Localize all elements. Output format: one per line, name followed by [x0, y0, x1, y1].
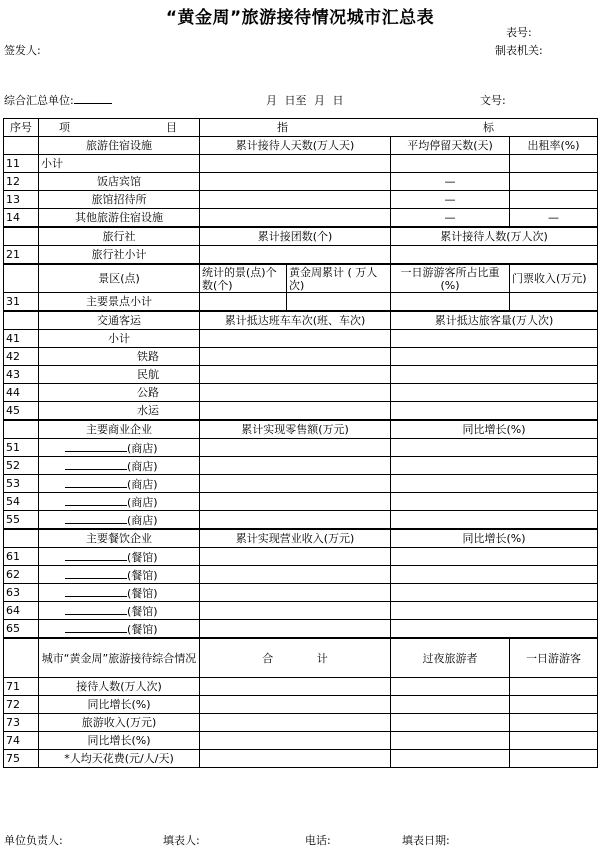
lodging-col3: 出租率(%) [510, 137, 598, 155]
phone-label: 电话: [305, 834, 331, 847]
lodging-title: 旅游住宿设施 [39, 137, 200, 155]
form-title: “黄金周”旅游接待情况城市汇总表 [165, 8, 435, 28]
cell-input[interactable] [391, 246, 598, 265]
table-row [4, 348, 598, 366]
cell-input[interactable] [391, 714, 510, 732]
cell-dash: — [391, 191, 510, 209]
fill-date-label: 填表日期: [402, 834, 450, 847]
cell-input[interactable] [200, 620, 391, 639]
table-row [4, 366, 598, 384]
cell-input[interactable] [200, 366, 391, 384]
cell-input[interactable] [391, 620, 598, 639]
transport-title: 交通客运 [39, 311, 200, 330]
cell-input[interactable] [391, 366, 598, 384]
restaurant-name-field[interactable] [39, 566, 200, 584]
store-name-field[interactable] [39, 457, 200, 475]
dining-col2: 同比增长(%) [391, 529, 598, 548]
row-no: 45 [4, 402, 39, 421]
cell-input[interactable] [391, 750, 510, 768]
restaurant-suffix: (餐馆) [127, 622, 158, 636]
cell-input[interactable] [391, 548, 598, 566]
cell-input[interactable] [200, 511, 391, 530]
table-header-row [4, 119, 598, 137]
restaurant-blank[interactable] [65, 604, 127, 615]
row-no: 62 [4, 566, 39, 584]
row-no: 21 [4, 246, 39, 265]
table-row [4, 493, 598, 511]
cell-input[interactable] [200, 584, 391, 602]
summary-col2: 过夜旅游者 [391, 638, 510, 678]
row-no: 61 [4, 548, 39, 566]
row-label: 同比增长(%) [39, 732, 200, 750]
row-label: 主要景点小计 [39, 293, 200, 312]
agency-col1: 累计接团数(个) [200, 227, 391, 246]
col-item-header [39, 119, 200, 137]
cell-input[interactable] [200, 457, 391, 475]
unit-field [4, 92, 112, 108]
commerce-col2: 同比增长(%) [391, 420, 598, 439]
lodging-header-row [4, 137, 598, 155]
table-row [4, 402, 598, 421]
agency-title: 旅行社 [39, 227, 200, 246]
cell-input[interactable] [391, 602, 598, 620]
summary-table [3, 118, 598, 768]
cell-input[interactable] [200, 439, 391, 457]
summary-col1: 合 计 [200, 638, 391, 678]
table-row [4, 173, 598, 191]
summary-col3: 一日游游客 [510, 638, 598, 678]
cell-input[interactable] [391, 330, 598, 348]
lodging-col1: 累计接待人天数(万人天) [200, 137, 391, 155]
cell-input[interactable] [200, 348, 391, 366]
scenic-col3: 一日游游客所占比重(%) [391, 264, 510, 293]
table-row [4, 155, 598, 173]
row-label: 同比增长(%) [39, 696, 200, 714]
indicator-char-1: 指 [277, 121, 288, 134]
table-row [4, 566, 598, 584]
commerce-title: 主要商业企业 [39, 420, 200, 439]
table-row [4, 548, 598, 566]
document-number-label: 文号: [480, 94, 506, 107]
scenic-col4: 门票收入(万元) [510, 264, 598, 293]
row-no: 54 [4, 493, 39, 511]
col-indicator-header [200, 119, 598, 137]
cell-input[interactable] [510, 191, 598, 209]
cell-input[interactable] [391, 584, 598, 602]
table-row [4, 293, 598, 312]
cell-input[interactable] [510, 696, 598, 714]
cell-input[interactable] [200, 293, 287, 312]
restaurant-name-field[interactable] [39, 548, 200, 566]
restaurant-name-field[interactable] [39, 584, 200, 602]
dining-header-row [4, 529, 598, 548]
cell-input[interactable] [510, 293, 598, 312]
cell-input[interactable] [200, 155, 391, 173]
scenic-header-row [4, 264, 598, 293]
row-label: 民航 [39, 366, 200, 384]
cell-input[interactable] [200, 330, 391, 348]
summary-title: 城市“黄金周”旅游接待综合情况 [39, 638, 200, 678]
row-no: 31 [4, 293, 39, 312]
store-suffix: (商店) [127, 459, 158, 473]
table-row [4, 511, 598, 530]
table-row [4, 750, 598, 768]
store-name-field[interactable] [39, 475, 200, 493]
cell-input[interactable] [391, 732, 510, 750]
row-label: 小计 [39, 330, 200, 348]
cell-input[interactable] [200, 384, 391, 402]
unit-head-label: 单位负责人: [4, 834, 63, 847]
cell-dash: — [391, 173, 510, 191]
lodging-col2: 平均停留天数(天) [391, 137, 510, 155]
indicator-char-2: 标 [483, 121, 494, 134]
agency-col2: 累计接待人数(万人次) [391, 227, 598, 246]
cell-input[interactable] [391, 155, 510, 173]
table-row [4, 384, 598, 402]
row-no: 44 [4, 384, 39, 402]
transport-col2: 累计抵达旅客量(万人次) [391, 311, 598, 330]
cell-input[interactable] [391, 566, 598, 584]
store-name-field[interactable] [39, 439, 200, 457]
row-label: 饭店宾馆 [39, 173, 200, 191]
table-row [4, 732, 598, 750]
cell-input[interactable] [391, 493, 598, 511]
cell-input[interactable] [200, 402, 391, 421]
dining-col1: 累计实现营业收入(万元) [200, 529, 391, 548]
cell-input[interactable] [510, 678, 598, 696]
store-suffix: (商店) [127, 477, 158, 491]
cell-input[interactable] [391, 402, 598, 421]
row-label: 旅馆招待所 [39, 191, 200, 209]
cell-input[interactable] [287, 293, 391, 312]
cell-input[interactable] [200, 602, 391, 620]
table-row [4, 209, 598, 228]
cell-input[interactable] [391, 475, 598, 493]
cell-dash: — [510, 209, 598, 228]
cell-input[interactable] [200, 566, 391, 584]
row-label: 旅行社小计 [39, 246, 200, 265]
store-suffix: (商店) [127, 495, 158, 509]
row-label: 铁路 [39, 348, 200, 366]
cell-input[interactable] [200, 475, 391, 493]
commerce-col1: 累计实现零售额(万元) [200, 420, 391, 439]
cell-input[interactable] [200, 246, 391, 265]
store-blank[interactable] [65, 513, 127, 524]
cell-input[interactable] [391, 678, 510, 696]
cell-input[interactable] [391, 696, 510, 714]
item-char-2: 目 [166, 121, 177, 134]
transport-header-row [4, 311, 598, 330]
row-no: 65 [4, 620, 39, 639]
row-label: 其他旅游住宿设施 [39, 209, 200, 228]
table-row [4, 191, 598, 209]
cell-input[interactable] [510, 714, 598, 732]
cell-input[interactable] [510, 750, 598, 768]
cell-input[interactable] [200, 696, 391, 714]
row-no: 74 [4, 732, 39, 750]
store-suffix: (商店) [127, 441, 158, 455]
row-no: 63 [4, 584, 39, 602]
cell-input[interactable] [200, 732, 391, 750]
cell-input[interactable] [200, 678, 391, 696]
row-no: 71 [4, 678, 39, 696]
cell-input[interactable] [510, 173, 598, 191]
row-no: 12 [4, 173, 39, 191]
date-range-label: 月 日至 月 日 [266, 94, 344, 107]
dining-title: 主要餐饮企业 [39, 529, 200, 548]
row-no: 51 [4, 439, 39, 457]
row-no: 53 [4, 475, 39, 493]
commerce-header-row [4, 420, 598, 439]
issuer-label: 签发人: [4, 44, 41, 57]
restaurant-suffix: (餐馆) [127, 604, 158, 618]
table-row [4, 678, 598, 696]
row-no: 72 [4, 696, 39, 714]
restaurant-blank[interactable] [65, 568, 127, 579]
row-no: 52 [4, 457, 39, 475]
table-row [4, 330, 598, 348]
restaurant-blank[interactable] [65, 622, 127, 633]
row-label: 旅游收入(万元) [39, 714, 200, 732]
row-no: 13 [4, 191, 39, 209]
store-name-field[interactable] [39, 511, 200, 530]
row-no: 75 [4, 750, 39, 768]
transport-col1: 累计抵达班车车次(班、车次) [200, 311, 391, 330]
table-row [4, 475, 598, 493]
table-row [4, 696, 598, 714]
store-suffix: (商店) [127, 513, 158, 527]
unit-label: 综合汇总单位: [4, 94, 74, 107]
form-number-label: 表号: [506, 26, 532, 39]
row-no: 41 [4, 330, 39, 348]
row-label: *人均天花费(元/人/天) [39, 750, 200, 768]
row-no: 55 [4, 511, 39, 530]
unit-blank [74, 94, 112, 104]
row-no: 42 [4, 348, 39, 366]
store-blank[interactable] [65, 477, 127, 488]
scenic-col1: 统计的景(点)个数(个) [200, 264, 287, 293]
cell-input[interactable] [391, 384, 598, 402]
restaurant-name-field[interactable] [39, 620, 200, 639]
cell-input[interactable] [200, 191, 391, 209]
authority-label: 制表机关: [495, 44, 543, 57]
cell-input[interactable] [391, 511, 598, 530]
store-name-field[interactable] [39, 493, 200, 511]
cell-input[interactable] [200, 209, 391, 228]
store-blank[interactable] [65, 441, 127, 452]
restaurant-name-field[interactable] [39, 602, 200, 620]
restaurant-suffix: (餐馆) [127, 550, 158, 564]
cell-input[interactable] [510, 732, 598, 750]
cell-input[interactable] [200, 493, 391, 511]
cell-input[interactable] [510, 155, 598, 173]
cell-dash: — [391, 209, 510, 228]
cell-input[interactable] [391, 348, 598, 366]
table-row [4, 439, 598, 457]
restaurant-blank[interactable] [65, 550, 127, 561]
table-row [4, 620, 598, 639]
store-blank[interactable] [65, 495, 127, 506]
row-no: 73 [4, 714, 39, 732]
table-row [4, 714, 598, 732]
summary-header-row [4, 638, 598, 678]
row-no: 14 [4, 209, 39, 228]
cell-input[interactable] [391, 293, 510, 312]
store-blank[interactable] [65, 459, 127, 470]
item-char-1: 项 [59, 121, 70, 134]
cell-input[interactable] [200, 173, 391, 191]
row-no: 43 [4, 366, 39, 384]
restaurant-suffix: (餐馆) [127, 568, 158, 582]
agency-header-row [4, 227, 598, 246]
table-row [4, 457, 598, 475]
cell-input[interactable] [200, 750, 391, 768]
row-label: 小计 [39, 155, 200, 173]
table-row [4, 246, 598, 265]
cell-input[interactable] [200, 714, 391, 732]
cell-input[interactable] [391, 457, 598, 475]
cell-input[interactable] [200, 548, 391, 566]
scenic-col2: 黄金周累计 ( 万人次) [287, 264, 391, 293]
row-no: 11 [4, 155, 39, 173]
row-no: 64 [4, 602, 39, 620]
table-row [4, 602, 598, 620]
restaurant-suffix: (餐馆) [127, 586, 158, 600]
row-label: 水运 [39, 402, 200, 421]
scenic-title: 景区(点) [39, 264, 200, 293]
table-row [4, 584, 598, 602]
cell-input[interactable] [391, 439, 598, 457]
col-no-header: 序号 [4, 119, 39, 137]
row-label: 公路 [39, 384, 200, 402]
row-label: 接待人数(万人次) [39, 678, 200, 696]
restaurant-blank[interactable] [65, 586, 127, 597]
filler-label: 填表人: [163, 834, 200, 847]
